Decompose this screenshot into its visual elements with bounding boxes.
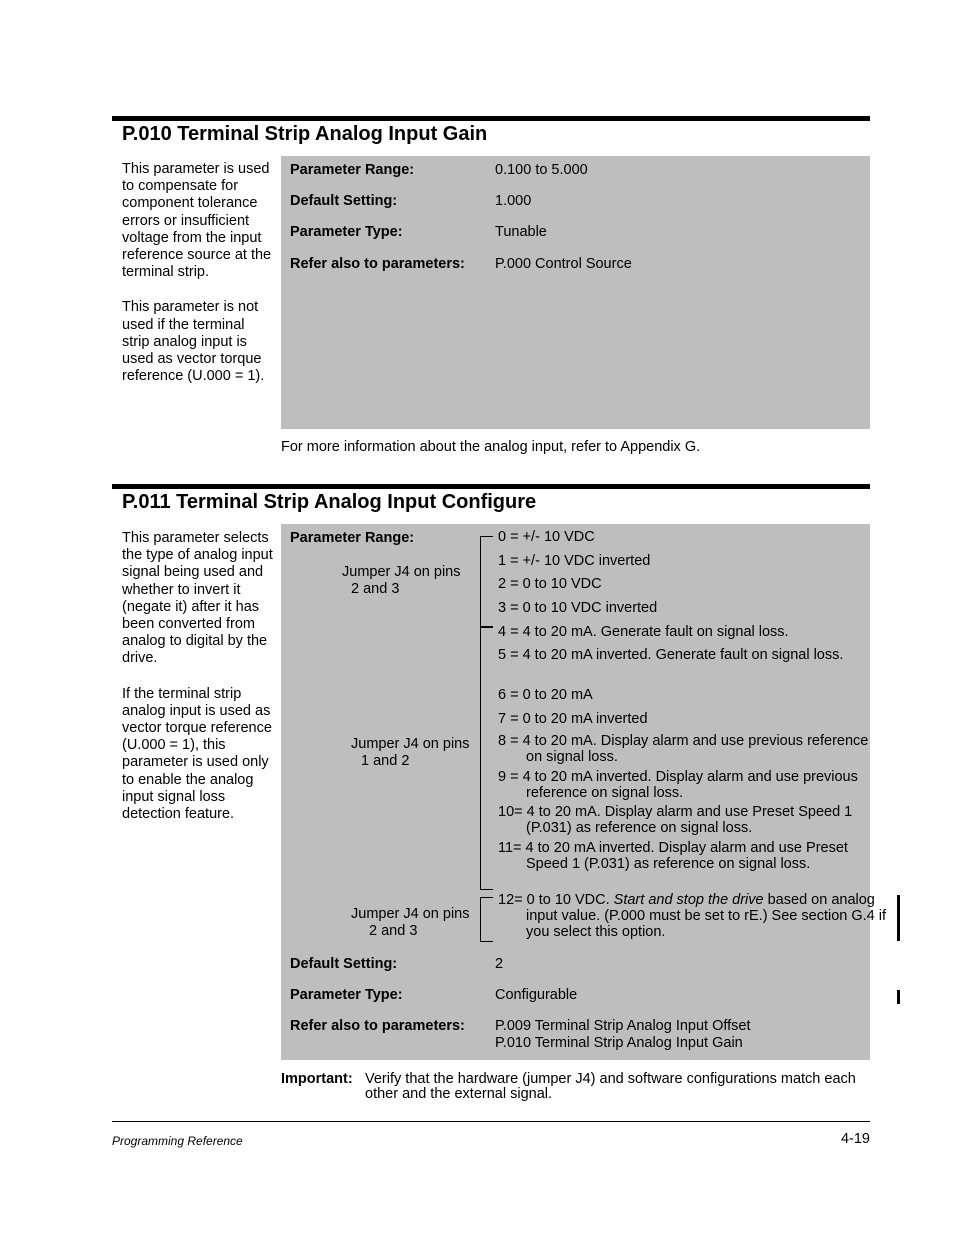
option-0: 0 = +/- 10 VDC xyxy=(498,529,595,545)
description-p010-para1: This parameter is used to compensate for component tolerance errors or insufficient voltage from the input reference source at the terminal strip. xyxy=(122,161,272,281)
jumper-label-3 xyxy=(351,906,469,940)
jumper-label-1-line1: Jumper J4 on pins xyxy=(342,564,461,580)
parameter-box-p011 xyxy=(281,524,887,1060)
change-bar-1 xyxy=(897,895,900,941)
jumper-label-2-line1: Jumper J4 on pins xyxy=(351,736,470,752)
option-12-text-b: based on analog input value. (P.000 must be set to rE.) See section G.4 if you select this option. xyxy=(526,892,887,940)
important-text: Verify that the hardware (jumper J4) and software configurations match each other and the external signal. xyxy=(365,1071,856,1102)
type-label: Parameter Type: xyxy=(290,987,403,1003)
option-5: 5 = 4 to 20 mA inverted. Generate fault on signal loss. xyxy=(498,647,844,663)
description-p010 xyxy=(122,161,274,403)
bracket-jumper-2 xyxy=(480,627,493,890)
jumper-label-1-line2: 2 and 3 xyxy=(351,581,400,597)
option-12-emphasis: Start and stop the drive xyxy=(613,892,764,908)
option-10: 10= 4 to 20 mA. Display alarm and use Preset Speed 1 (P.031) as reference on signal loss. xyxy=(498,804,853,836)
section-title-p011: P.011 Terminal Strip Analog Input Configure xyxy=(122,491,537,513)
range-value: 0.100 to 5.000 xyxy=(495,162,588,178)
jumper-label-3-line2: 2 and 3 xyxy=(369,923,418,939)
bracket-jumper-1 xyxy=(480,536,493,627)
option-11: 11= 4 to 20 mA inverted. Display alarm and use Preset Speed 1 (P.031) as reference on signal loss. xyxy=(498,840,848,872)
type-label: Parameter Type: xyxy=(290,224,403,240)
jumper-label-2 xyxy=(351,736,469,770)
footer-rule xyxy=(112,1121,870,1122)
jumper-label-1 xyxy=(342,564,460,598)
page-number: 4-19 xyxy=(840,1131,870,1147)
option-9: 9 = 4 to 20 mA inverted. Display alarm and use previous reference on signal loss. xyxy=(498,769,858,801)
option-8: 8 = 4 to 20 mA. Display alarm and use previous reference on signal loss. xyxy=(498,733,869,765)
refer-value: P.000 Control Source xyxy=(495,256,632,272)
description-p010-para2: This parameter is not used if the terminal strip analog input is used as vector torque reference (U.000 = 1). xyxy=(122,299,265,385)
bracket-jumper-3 xyxy=(480,897,493,942)
footer-section-title: Programming Reference xyxy=(112,1134,243,1148)
jumper-label-3-line1: Jumper J4 on pins xyxy=(351,906,470,922)
refer-label: Refer also to parameters: xyxy=(290,1018,465,1034)
section-title-p010: P.010 Terminal Strip Analog Input Gain xyxy=(122,123,488,145)
change-bar-2 xyxy=(897,990,900,1004)
default-value: 2 xyxy=(495,956,504,972)
type-value: Configurable xyxy=(495,987,578,1003)
parameter-box-p010 xyxy=(281,156,870,429)
section-rule-p010 xyxy=(112,116,870,121)
option-12-text-a: 12= 0 to 10 VDC. xyxy=(498,892,614,908)
default-label: Default Setting: xyxy=(290,193,398,209)
option-1: 1 = +/- 10 VDC inverted xyxy=(498,553,651,569)
description-p011-para2: If the terminal strip analog input is used as vector torque reference (U.000 = 1), this parameter is used only to enable the analog input signal loss detection feature. xyxy=(122,685,272,823)
refer-value-2: P.010 Terminal Strip Analog Input Gain xyxy=(495,1035,743,1051)
option-3: 3 = 0 to 10 VDC inverted xyxy=(498,600,658,616)
range-label: Parameter Range: xyxy=(290,162,415,178)
option-2: 2 = 0 to 10 VDC xyxy=(498,576,602,592)
jumper-label-2-line2: 1 and 2 xyxy=(361,753,410,769)
type-value: Tunable xyxy=(495,224,547,240)
range-label: Parameter Range: xyxy=(290,530,415,546)
important-label: Important: xyxy=(281,1071,353,1087)
default-value: 1.000 xyxy=(495,193,532,209)
description-p011-para1: This parameter selects the type of analog input signal being used and whether to invert it (negate it) after it has been converted from analog to digital by the drive. xyxy=(122,530,273,667)
option-6: 6 = 0 to 20 mA xyxy=(498,687,593,703)
note-p010: For more information about the analog input, refer to Appendix G. xyxy=(281,439,701,455)
refer-values xyxy=(495,1018,751,1052)
option-4: 4 = 4 to 20 mA. Generate fault on signal loss. xyxy=(498,624,789,640)
refer-value-1: P.009 Terminal Strip Analog Input Offset xyxy=(495,1018,751,1034)
description-p011 xyxy=(122,530,274,841)
refer-label: Refer also to parameters: xyxy=(290,256,465,272)
default-label: Default Setting: xyxy=(290,956,398,972)
section-rule-p011 xyxy=(112,484,870,489)
option-7: 7 = 0 to 20 mA inverted xyxy=(498,711,648,727)
option-12 xyxy=(498,892,888,940)
